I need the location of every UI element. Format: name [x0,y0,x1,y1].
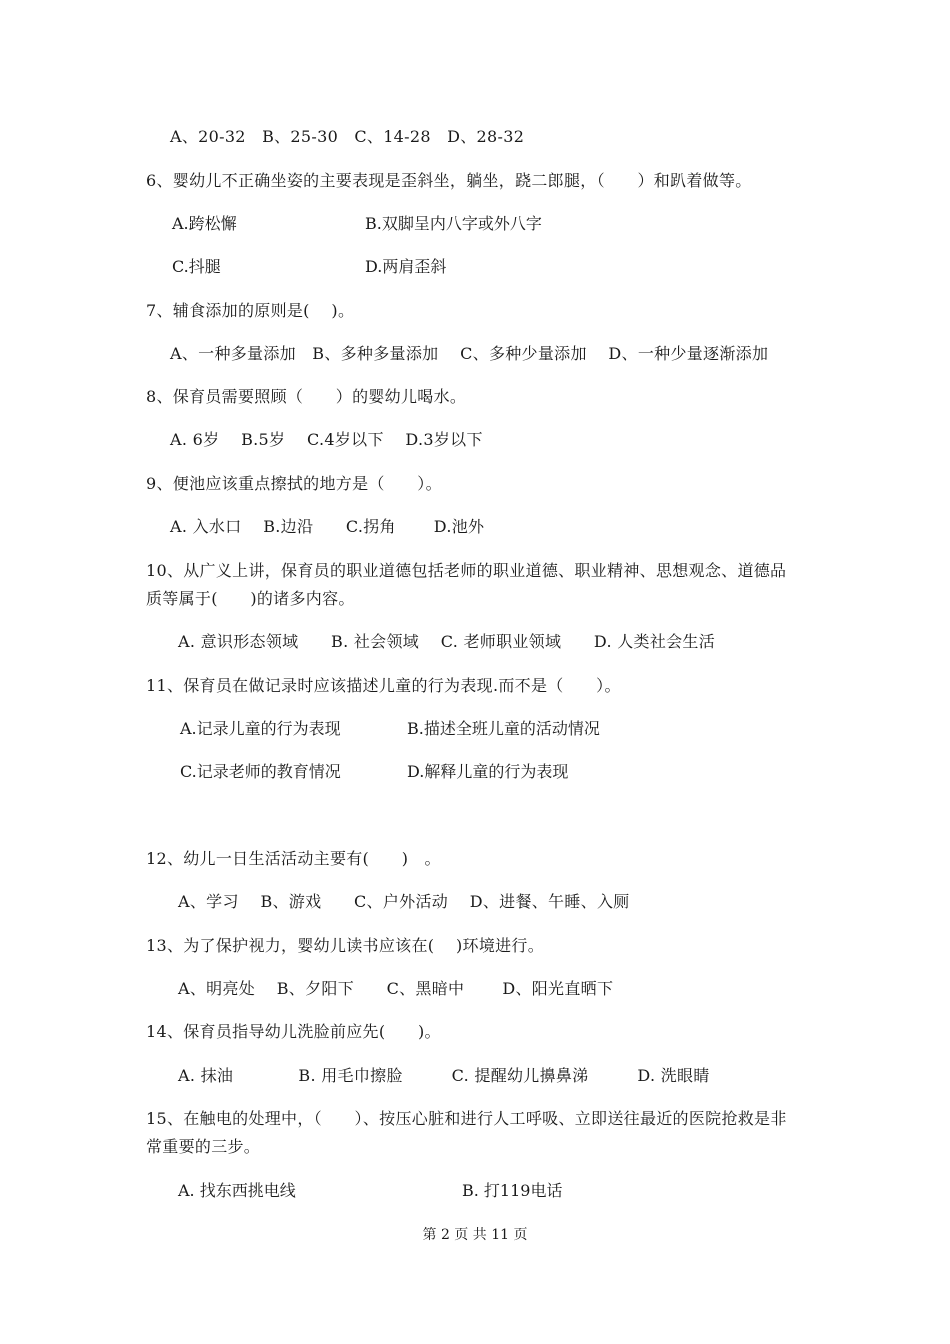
q11-option-c: C.记录老师的教育情况 [180,762,341,781]
q12-stem: 12、幼儿一日生活活动主要有( ) 。 [146,849,441,868]
q6-option-a: A.跨松懈 [172,214,237,233]
q9-options: A. 入水口 B.边沿 C.拐角 D.池外 [170,517,485,536]
q7-options: A、一种多量添加 B、多种多量添加 C、多种少量添加 D、一种少量逐渐添加 [170,344,769,363]
q6-option-b: B.双脚呈内八字或外八字 [365,214,542,233]
q11-option-a: A.记录儿童的行为表现 [180,719,341,738]
q11-stem: 11、保育员在做记录时应该描述儿童的行为表现.而不是（ ）。 [146,676,621,695]
q6-option-c: C.抖腿 [172,257,221,276]
page-footer: 第 2 页 共 11 页 [422,1227,528,1243]
q14-stem: 14、保育员指导幼儿洗脸前应先( )。 [146,1022,441,1041]
q15-stem-line1: 15、在触电的处理中，（ ）、按压心脏和进行人工呼吸、立即送往最近的医院抢救是非 [146,1109,787,1128]
q8-options: A. 6岁 B.5岁 C.4岁以下 D.3岁以下 [170,430,483,449]
q8-stem: 8、保育员需要照顾（ ）的婴幼儿喝水。 [146,387,467,406]
q11-option-d: D.解释儿童的行为表现 [407,762,569,781]
q15-stem-line2: 常重要的三步。 [146,1137,261,1156]
q9-stem: 9、便池应该重点擦拭的地方是（ ）。 [146,474,442,493]
q6-stem: 6、婴幼儿不正确坐姿的主要表现是歪斜坐，躺坐，跷二郎腿，（ ）和趴着做等。 [146,171,752,190]
q13-options: A、明亮处 B、夕阳下 C、黑暗中 D、阳光直晒下 [178,979,614,998]
q7-stem: 7、辅食添加的原则是( )。 [146,301,355,320]
q10-options: A. 意识形态领域 B. 社会领域 C. 老师职业领域 D. 人类社会生活 [178,632,716,651]
q10-stem-line1: 10、从广义上讲，保育员的职业道德包括老师的职业道德、职业精神、思想观念、道德品 [146,561,787,580]
q14-options: A. 抹油 B. 用毛巾擦脸 C. 提醒幼儿擤鼻涕 D. 洗眼睛 [178,1066,710,1085]
q6-option-d: D.两肩歪斜 [365,257,447,276]
q5-options: A、20-32 B、25-30 C、14-28 D、28-32 [170,127,525,146]
q11-option-b: B.描述全班儿童的活动情况 [407,719,600,738]
q10-stem-line2: 质等属于( )的诸多内容。 [146,589,355,608]
q12-options: A、学习 B、游戏 C、户外活动 D、进餐、午睡、入厕 [178,892,630,911]
q15-option-b: B. 打119电话 [462,1181,563,1200]
q15-option-a: A. 找东西挑电线 [178,1181,296,1200]
q13-stem: 13、为了保护视力，婴幼儿读书应该在( )环境进行。 [146,936,545,955]
